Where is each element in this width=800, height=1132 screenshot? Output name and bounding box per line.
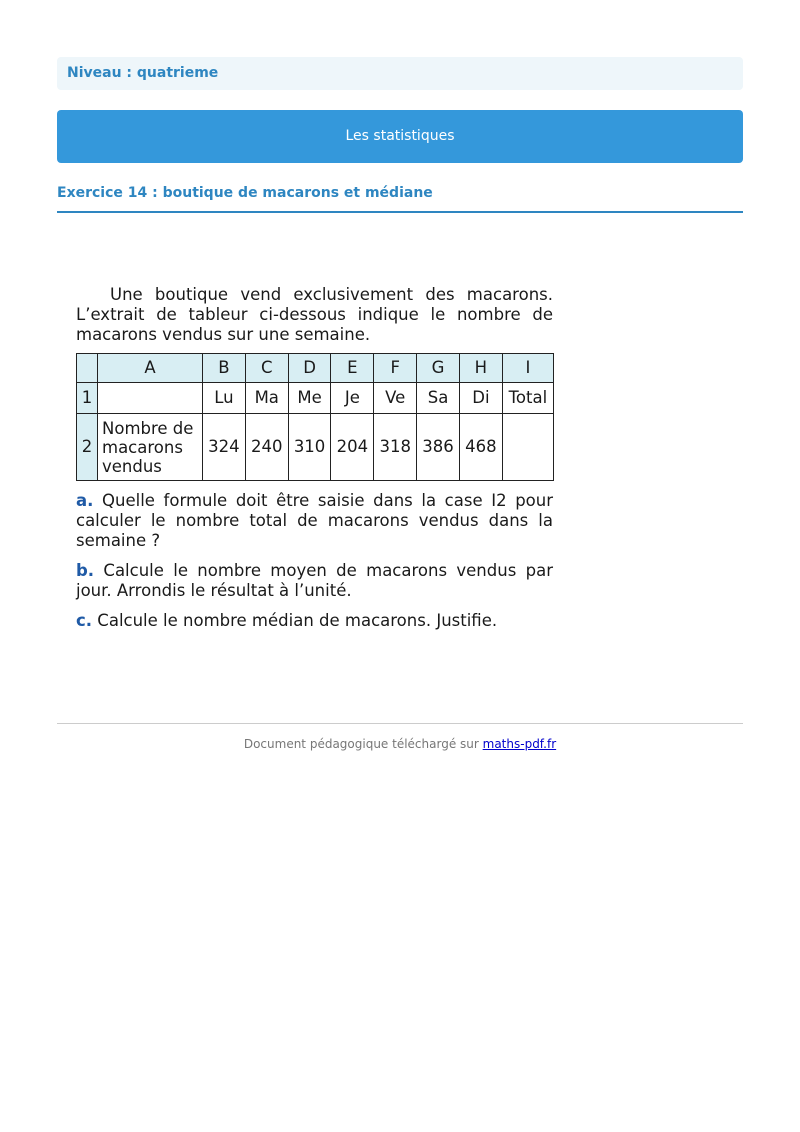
footer: [57, 737, 743, 751]
row-number-1: 1: [77, 383, 98, 414]
cell-i2: [502, 414, 553, 481]
cell-h1: Di: [459, 383, 502, 414]
spreadsheet-table: [76, 353, 554, 481]
cell-a2-line: vendus: [102, 456, 162, 476]
exercise-content: [76, 285, 553, 631]
chapter-banner: Les statistiques: [57, 110, 743, 163]
question-letter: a.: [76, 491, 94, 510]
column-header-c: C: [245, 354, 288, 383]
footer-link[interactable]: maths-pdf.fr: [482, 737, 557, 751]
corner-cell: [77, 354, 98, 383]
row-number-2: 2: [77, 414, 98, 481]
cell-f1: Ve: [374, 383, 417, 414]
cell-a2-line: macarons: [102, 437, 183, 457]
cell-a1: [98, 383, 203, 414]
question-text: Calcule le nombre moyen de macarons vendus par jour. Arrondis le résultat à l’unité.: [76, 561, 553, 600]
exercise-title: Exercice 14 : boutique de macarons et médiane: [57, 185, 743, 213]
column-header-i: I: [502, 354, 553, 383]
cell-a2: [98, 414, 203, 481]
cell-a2-line: Nombre de: [102, 418, 194, 438]
column-header-f: F: [374, 354, 417, 383]
cell-e2: 204: [331, 414, 374, 481]
question-a: [76, 491, 553, 551]
cell-e1: Je: [331, 383, 374, 414]
column-header-a: A: [98, 354, 203, 383]
cell-c1: Ma: [245, 383, 288, 414]
table-row: [77, 383, 554, 414]
cell-g1: Sa: [417, 383, 460, 414]
cell-d2: 310: [288, 414, 331, 481]
column-header-e: E: [331, 354, 374, 383]
column-header-g: G: [417, 354, 460, 383]
question-text: Quelle formule doit être saisie dans la case I2 pour calculer le nombre total de macarons vendus dans la semaine ?: [76, 491, 553, 550]
cell-i1: Total: [502, 383, 553, 414]
cell-d1: Me: [288, 383, 331, 414]
cell-b2: 324: [203, 414, 246, 481]
cell-c2: 240: [245, 414, 288, 481]
cell-h2: 468: [459, 414, 502, 481]
table-row: [77, 414, 554, 481]
question-letter: b.: [76, 561, 95, 580]
column-header-h: H: [459, 354, 502, 383]
column-header-d: D: [288, 354, 331, 383]
footer-text: Document pédagogique téléchargé sur: [243, 737, 483, 751]
level-label: Niveau : quatrieme: [57, 57, 743, 90]
cell-b1: Lu: [203, 383, 246, 414]
column-header-b: B: [203, 354, 246, 383]
question-b: [76, 561, 553, 601]
question-letter: c.: [76, 611, 93, 630]
footer-divider: [57, 723, 743, 724]
question-c: [76, 611, 553, 631]
cell-g2: 386: [417, 414, 460, 481]
exercise-intro: Une boutique vend exclusivement des macarons. L’extrait de tableur ci-dessous indique le nombre de macarons vendus sur une semaine.: [76, 285, 553, 344]
table-header-row: [77, 354, 554, 383]
question-text: Calcule le nombre médian de macarons. Justifie.: [92, 611, 498, 630]
cell-f2: 318: [374, 414, 417, 481]
